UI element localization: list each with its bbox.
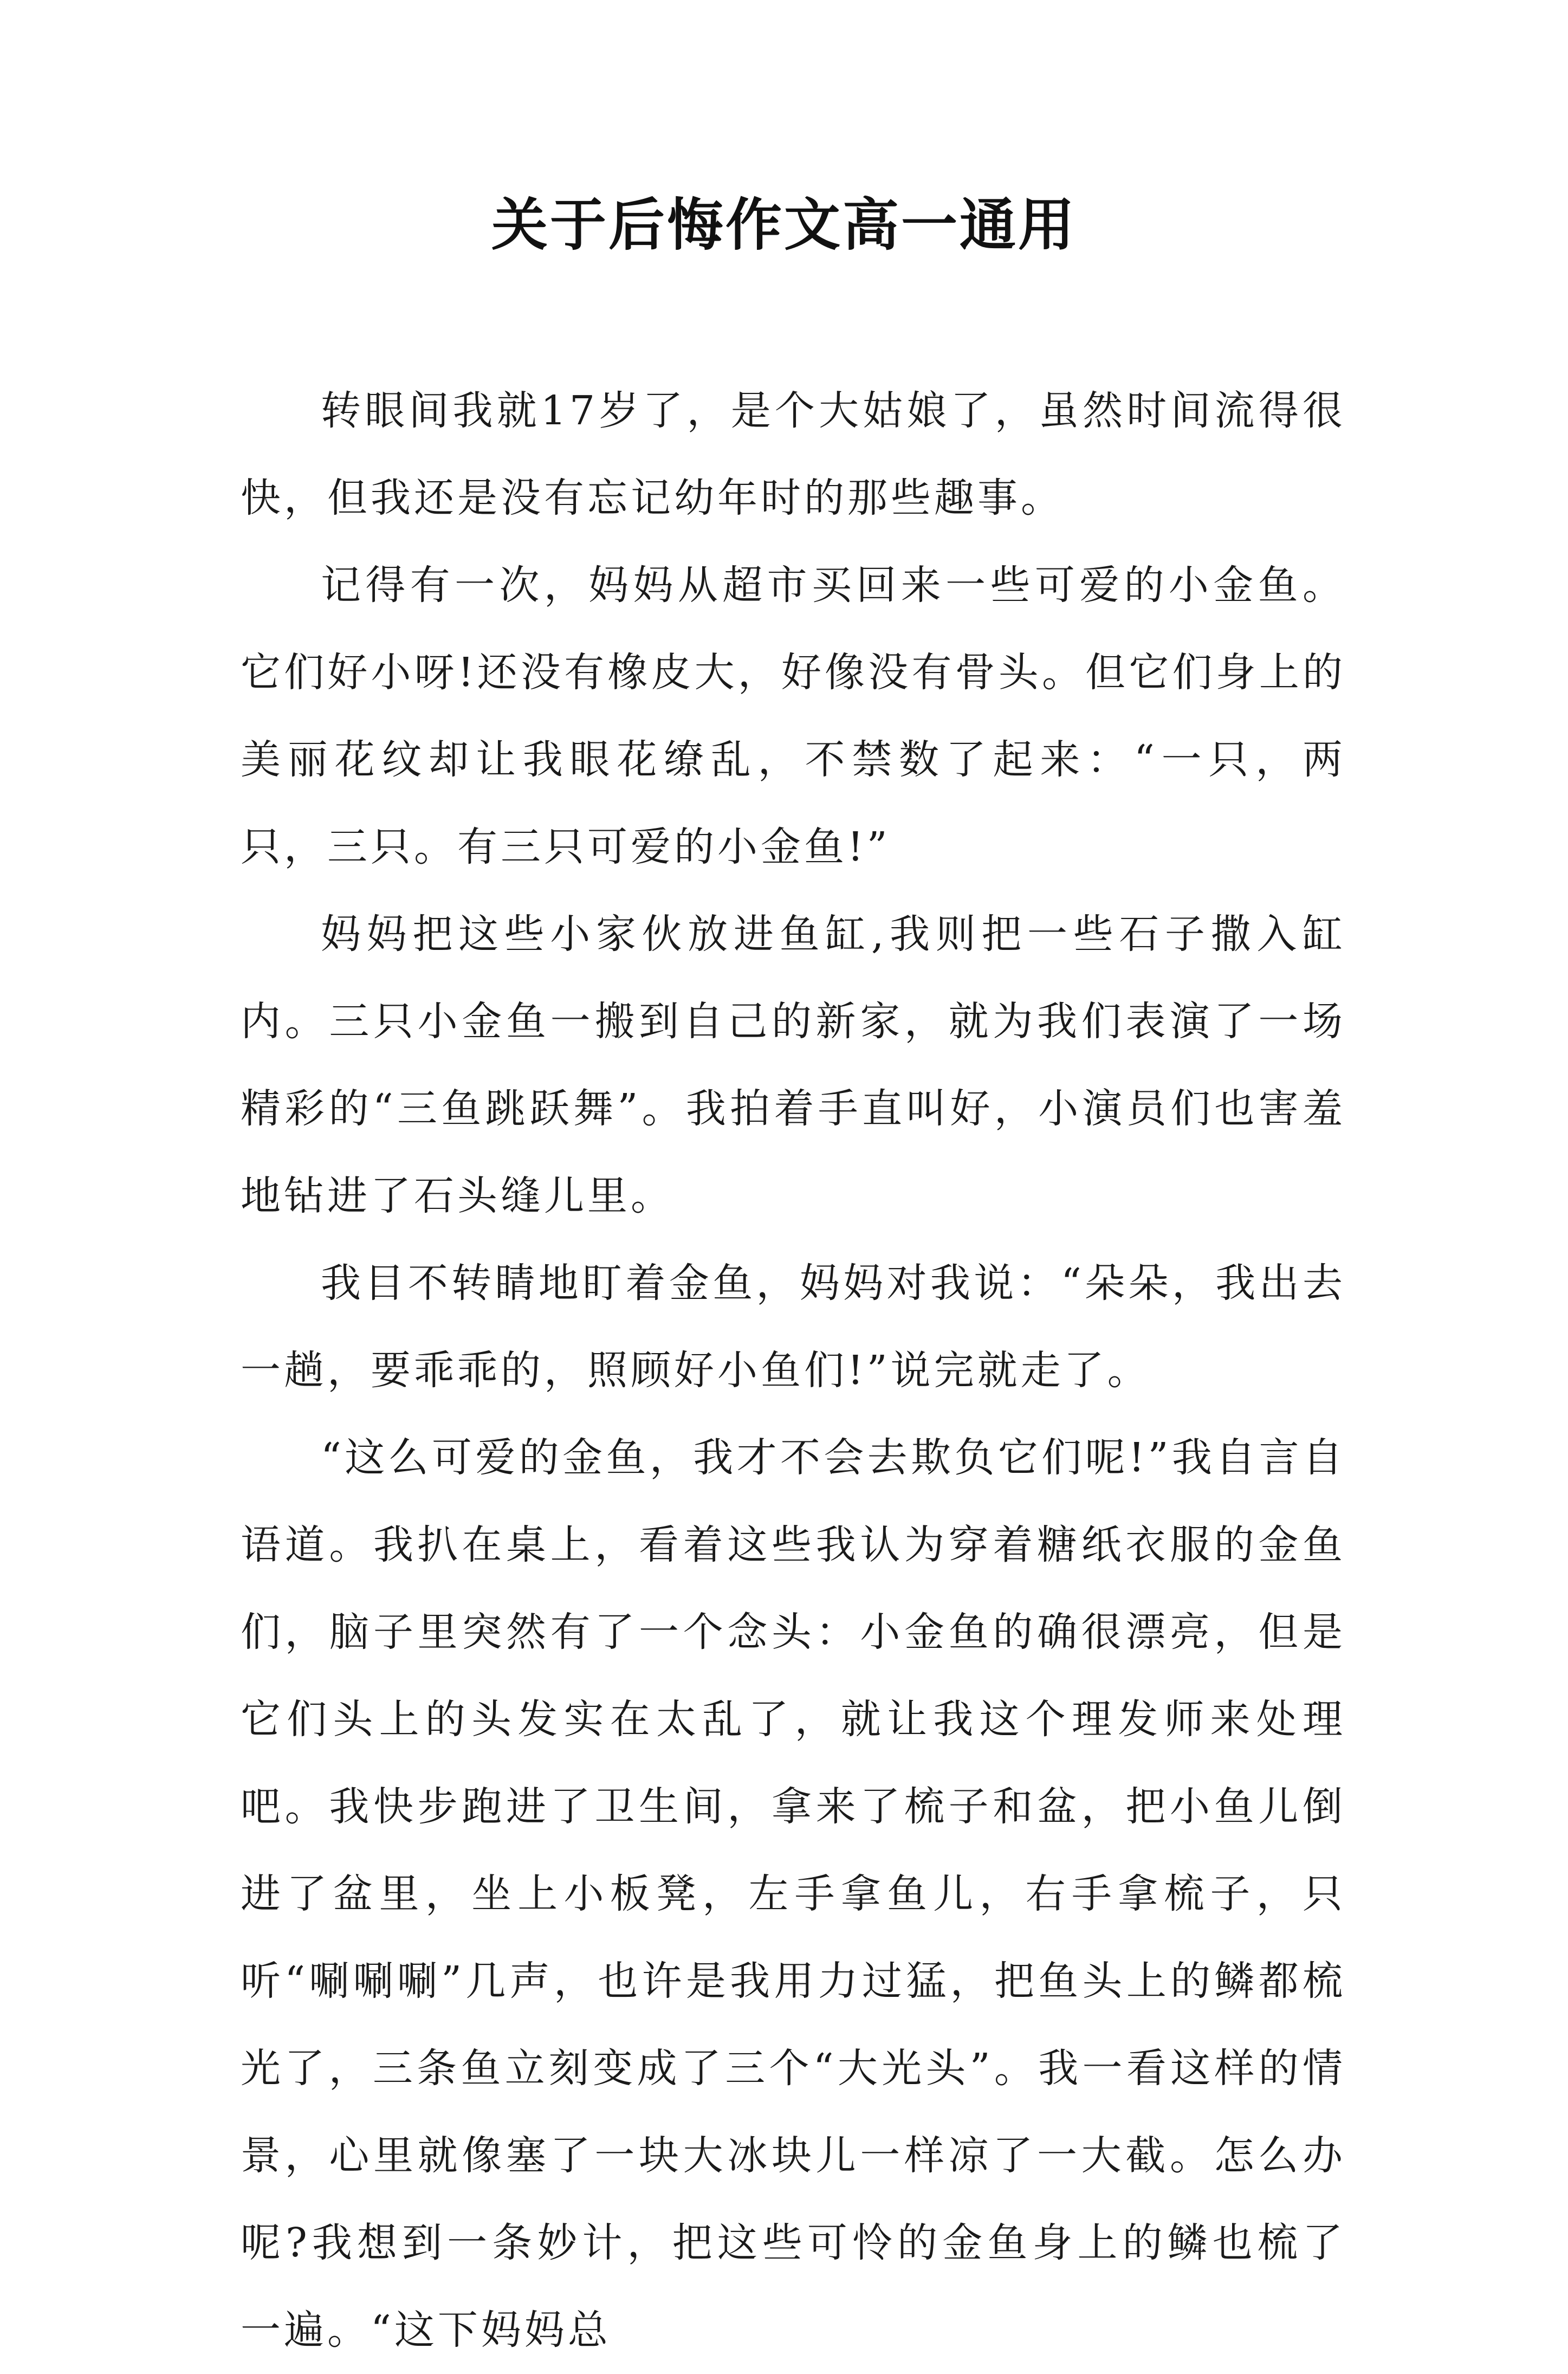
paragraph: 我目不转睛地盯着金鱼，妈妈对我说：“朵朵，我出去一趟，要乖乖的，照顾好小鱼们!”说完就走了。 (241, 1260, 1346, 1394)
paragraph: 妈妈把这些小家伙放进鱼缸,我则把一些石子撒入缸内。三只小金鱼一搬到自己的新家，就为我们表演了一场精彩的“三鱼跳跃舞”。我拍着手直叫好，小演员们也害羞地钻进了石头缝儿里。 (241, 911, 1346, 1219)
paragraph: “这么可爱的金鱼，我才不会去欺负它们呢!”我自言自语道。我扒在桌上，看着这些我认为穿着糖纸衣服的金鱼们，脑子里突然有了一个念头：小金鱼的确很漂亮，但是它们头上的头发实在太乱了，就让我这个理发师来处理吧。我快步跑进了卫生间，拿来了梳子和盆，把小鱼儿倒进了盆里，坐上小板凳，左手拿鱼儿，右手拿梳子，只听“唰唰唰”几声，也许是我用力过猛，把鱼头上的鳞都梳光了，三条鱼立刻变成了三个“大光头”。我一看这样的情景，心里就像塞了一块大冰块儿一样凉了一大截。怎么办呢?我想到一条妙计，把这些可怜的金鱼身上的鳞也梳了一遍。“这下妈妈总 (241, 1434, 1346, 2353)
document-title: 关于后悔作文高一通用 (491, 191, 1077, 258)
document-body (241, 367, 1346, 2374)
paragraph: 记得有一次，妈妈从超市买回来一些可爱的小金鱼。它们好小呀!还没有橡皮大，好像没有骨头。但它们身上的美丽花纹却让我眼花缭乱，不禁数了起来：“一只，两只，三只。有三只可爱的小金鱼!” (241, 562, 1346, 870)
paragraph: 转眼间我就17岁了，是个大姑娘了，虽然时间流得很快，但我还是没有忘记幼年时的那些趣事。 (241, 387, 1346, 521)
